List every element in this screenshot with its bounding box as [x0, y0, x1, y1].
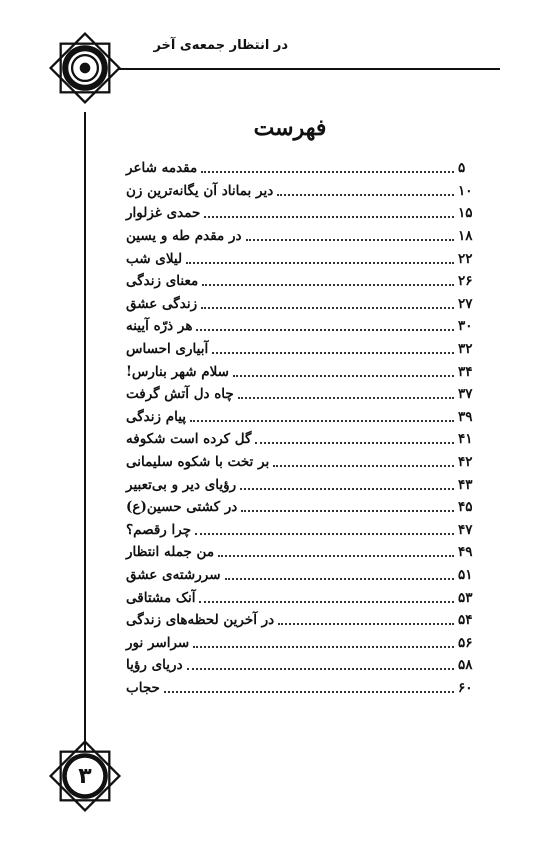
- toc-entry: [126, 360, 484, 383]
- toc-entry: [126, 451, 484, 474]
- toc-entry-label: پیام زندگی: [126, 408, 187, 425]
- dot-leader: [187, 668, 454, 670]
- toc-entry: [126, 609, 484, 632]
- toc-entry-label: حجاب: [126, 679, 160, 696]
- toc-entry-page: ۵۸: [458, 657, 473, 674]
- toc-entry-page: ۶۰: [458, 679, 473, 696]
- toc-entry-label: چرا رقصم؟: [126, 521, 192, 538]
- dot-leader: [277, 194, 454, 196]
- toc-entry: [126, 428, 484, 451]
- dot-leader: [225, 578, 454, 580]
- dot-leader: [199, 601, 454, 603]
- toc-entry: [126, 677, 484, 700]
- toc-entry-label: در کشتی حسین(ع): [126, 499, 238, 516]
- dot-leader: [273, 465, 454, 467]
- toc-entry-page: ۴۷: [458, 521, 473, 538]
- margin-rule: [84, 112, 86, 752]
- dot-leader: [278, 623, 454, 625]
- dot-leader: [201, 307, 454, 309]
- toc-entry-page: ۵۶: [458, 634, 473, 651]
- toc-entry: [126, 180, 484, 203]
- toc-entry-page: ۳۷: [458, 386, 473, 403]
- toc-entry: [126, 586, 484, 609]
- dot-leader: [241, 510, 454, 512]
- toc-entry-page: ۳۰: [458, 318, 473, 335]
- dot-leader: [202, 284, 454, 286]
- toc-entry: [126, 315, 484, 338]
- dot-leader: [195, 533, 454, 535]
- header-title: در انتظار جمعه‌ی آخر: [153, 38, 288, 53]
- toc-entry: [126, 247, 484, 270]
- toc-entry-label: مقدمه شاعر: [126, 160, 198, 177]
- toc-entry-page: ۱۰: [458, 182, 473, 199]
- toc-entry-label: در آخرین لحظه‌های زندگی: [126, 612, 275, 629]
- toc-entry: [126, 654, 484, 677]
- toc-entry-label: در مقدم طه و یسین: [126, 228, 242, 245]
- toc-entry-label: لیلای شب: [126, 250, 183, 267]
- toc-entry-label: من جمله انتظار: [126, 544, 215, 561]
- toc-entry-label: سلام شهر بنارس!: [126, 363, 229, 380]
- dot-leader: [164, 691, 454, 693]
- toc-entry-page: ۳۹: [458, 408, 473, 425]
- toc-entry-page: ۴۲: [458, 454, 473, 471]
- toc-entry-page: ۱۸: [458, 228, 473, 245]
- dot-leader: [233, 375, 454, 377]
- toc-entry: [126, 383, 484, 406]
- toc-title: فهرست: [253, 115, 327, 141]
- dot-leader: [238, 397, 454, 399]
- toc-entry-label: زندگی عشق: [126, 295, 198, 312]
- header-rule: [118, 68, 500, 70]
- toc-entry-page: ۵۱: [458, 566, 473, 583]
- toc-entry-label: سراسر نور: [126, 634, 190, 651]
- dot-leader: [190, 420, 454, 422]
- toc-entry-page: ۴۳: [458, 476, 473, 493]
- dot-leader: [240, 488, 454, 490]
- toc-entry-page: ۳۴: [458, 363, 473, 380]
- toc-entry-page: ۵۳: [458, 589, 473, 606]
- dot-leader: [246, 239, 455, 241]
- toc-entry: [126, 338, 484, 361]
- toc-entry-page: ۱۵: [458, 205, 473, 222]
- toc-entry-label: دریای رؤیا: [126, 657, 183, 674]
- toc-entry-label: هر ذرّه آیینه: [126, 318, 193, 335]
- toc-entry: [126, 270, 484, 293]
- toc-entry-label: آنک مشتاقی: [126, 589, 196, 606]
- toc-entry-label: رؤیای دیر و بی‌تعبیر: [126, 476, 237, 493]
- dot-leader: [201, 171, 454, 173]
- toc-entry-label: دیر بماناد آن یگانه‌ترین زن: [126, 182, 274, 199]
- toc-entry-label: آبیاری احساس: [126, 341, 209, 358]
- toc-entry: [126, 293, 484, 316]
- toc-entry-page: ۴۵: [458, 499, 473, 516]
- dot-leader: [196, 329, 454, 331]
- toc-entry-page: ۲۶: [458, 273, 473, 290]
- toc-entry: [126, 631, 484, 654]
- toc-entry-label: حمدی غزلوار: [126, 205, 201, 222]
- toc-entry-label: معنای زندگی: [126, 273, 199, 290]
- toc-entry: [126, 473, 484, 496]
- toc-entry-page: ۴۱: [458, 431, 473, 448]
- dot-leader: [193, 646, 454, 648]
- toc-entry-page: ۴۹: [458, 544, 473, 561]
- toc-entry-label: سررشته‌ی عشق: [126, 566, 221, 583]
- toc-entry-label: بر تخت با شکوه سلیمانی: [126, 454, 270, 471]
- toc-entry: [126, 564, 484, 587]
- toc-entry: [126, 519, 484, 542]
- toc-entry: [126, 157, 484, 180]
- toc-entry-label: چاه دل آتش گرفت: [126, 386, 234, 403]
- toc-entry-page: ۵۴: [458, 612, 473, 629]
- dot-leader: [218, 555, 454, 557]
- page-number: ۳: [78, 763, 92, 789]
- dot-leader: [255, 442, 454, 444]
- toc-entry: [126, 202, 484, 225]
- toc-entry-page: ۲۲: [458, 250, 473, 267]
- toc-entry-page: ۵: [458, 160, 466, 177]
- toc-entry: [126, 541, 484, 564]
- dot-leader: [212, 352, 454, 354]
- table-of-contents: [126, 157, 484, 699]
- dot-leader: [204, 216, 454, 218]
- toc-entry-label: گل کرده است شکوفه: [126, 431, 252, 448]
- toc-entry-page: ۲۷: [458, 295, 473, 312]
- toc-entry: [126, 225, 484, 248]
- toc-entry: [126, 496, 484, 519]
- dot-leader: [186, 262, 454, 264]
- toc-entry: [126, 406, 484, 429]
- toc-entry-page: ۳۲: [458, 341, 473, 358]
- star-ornament-icon: [47, 30, 123, 106]
